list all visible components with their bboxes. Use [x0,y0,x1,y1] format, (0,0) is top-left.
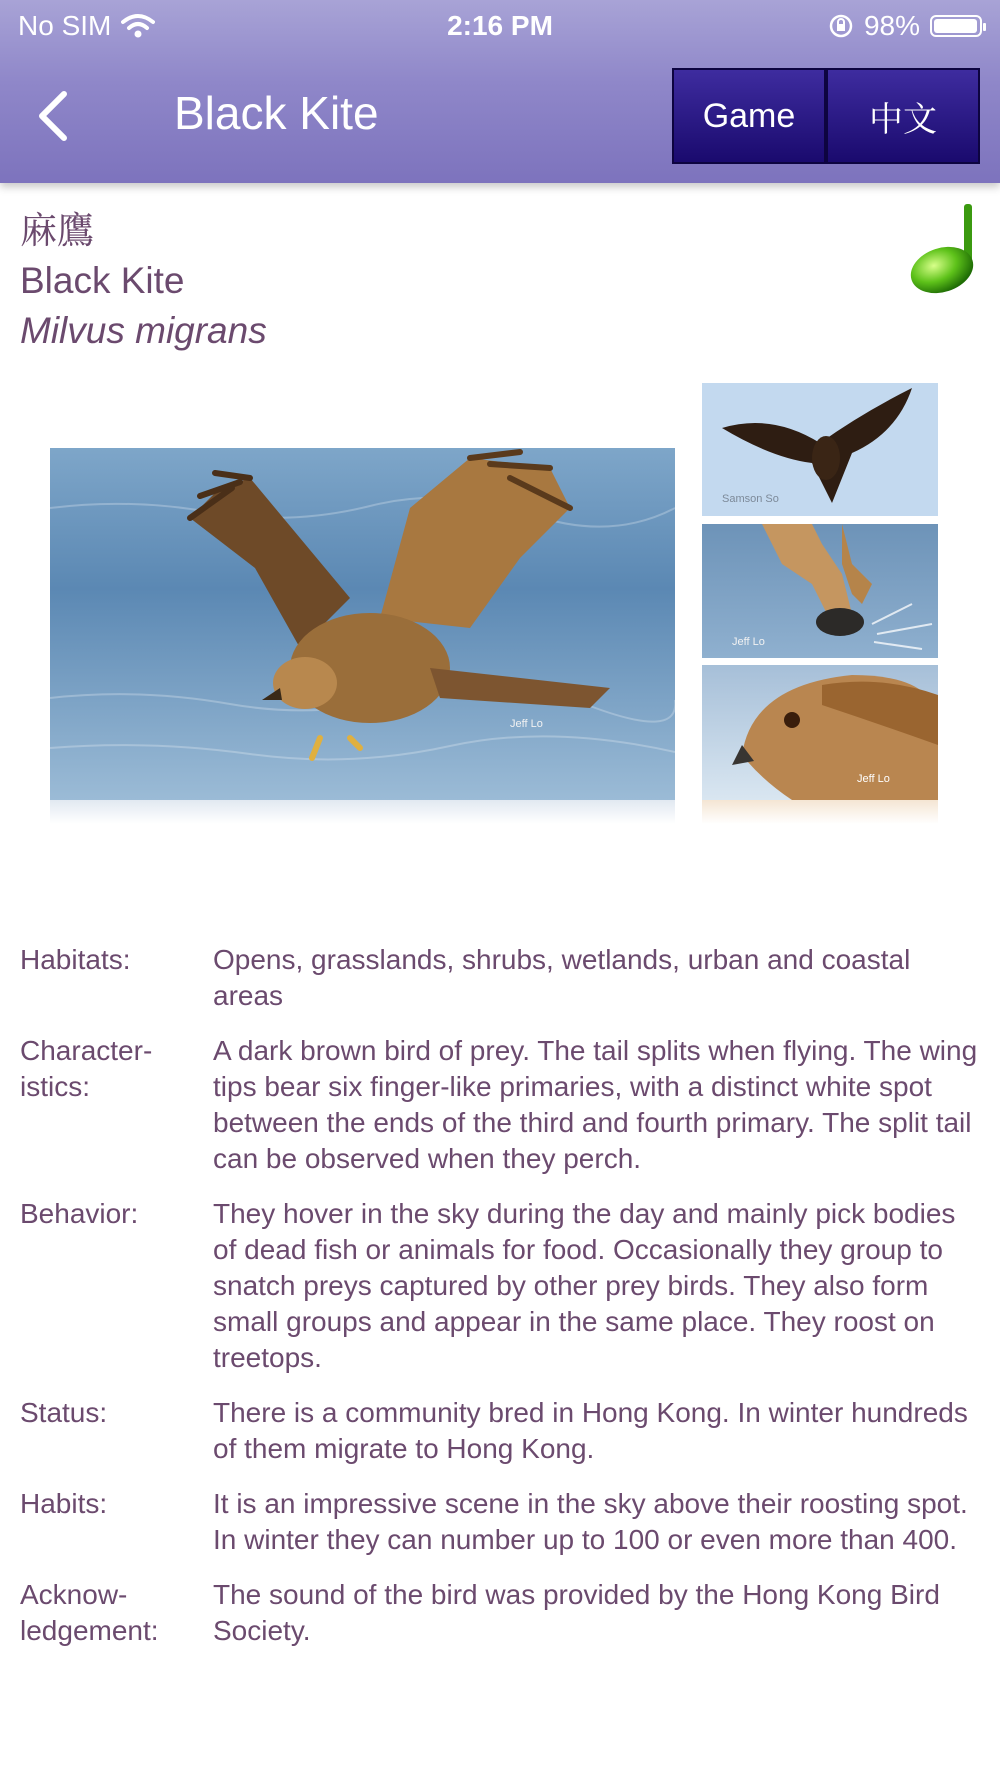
detail-value: Opens, grasslands, shrubs, wetlands, urban and coastal areas [213,944,911,1011]
detail-row-habitats [20,942,980,1014]
orientation-lock-icon [828,13,854,39]
game-button[interactable]: Game [672,68,826,164]
language-toggle-button[interactable]: 中文 [826,68,980,164]
detail-value: A dark brown bird of prey. The tail splits when flying. The wing tips bear six finger-like primaries, with a distinct white spot between the ends of the third and fourth primary. The split tail can be observed when they perch. [213,1035,978,1174]
detail-value: The sound of the bird was provided by the Hong Kong Bird Society. [213,1579,940,1646]
detail-label: Behavior: [20,1198,139,1229]
detail-row-characteristics [20,1033,980,1177]
thumbnail-flight-photo[interactable] [702,383,938,516]
thumbnail-reflection [702,800,938,824]
scientific-name: Milvus migrans [20,310,267,351]
detail-label: Character- istics: [20,1035,153,1102]
battery-icon [930,15,982,37]
detail-row-behavior [20,1196,980,1376]
species-details [20,942,980,1668]
detail-label: Acknow- ledgement: [20,1579,159,1646]
thumbnail-talons-photo[interactable] [702,524,938,658]
photo-reflection [50,800,675,824]
page-title: Black Kite [174,87,379,139]
main-bird-photo[interactable] [50,448,675,800]
music-note-icon[interactable] [906,202,986,294]
detail-row-acknowledgement [20,1577,980,1649]
species-names [20,206,267,356]
thumbnail-credit: Jeff Lo [732,636,765,648]
carrier-label: No SIM [18,10,112,41]
thumbnail-credit: Samson So [722,493,779,505]
back-chevron-icon[interactable] [30,88,78,144]
detail-value: It is an impressive scene in the sky above their roosting spot. In winter they can number up to 100 or even more than 400. [213,1488,968,1555]
detail-label: Habitats: [20,944,131,975]
detail-label: Habits: [20,1488,108,1519]
status-bar [0,0,1000,50]
battery-percent: 98% [863,10,920,41]
detail-row-status [20,1395,980,1467]
detail-value: They hover in the sky during the day and mainly pick bodies of dead fish or animals for food. Occasionally they group to snatch preys captured by other prey birds. They also form small groups and appear in the same place. They roost on treetops. [213,1198,956,1373]
detail-row-habits [20,1486,980,1558]
chinese-name: 麻鷹 [20,210,94,251]
thumbnail-head-photo[interactable] [702,665,938,800]
detail-label: Status: [20,1397,108,1428]
navigation-bar [0,0,1000,183]
thumbnail-credit: Jeff Lo [857,773,890,785]
detail-value: There is a community bred in Hong Kong. In winter hundreds of them migrate to Hong Kong. [213,1397,968,1464]
battery-fill [934,19,977,33]
status-right-group [828,10,982,42]
photo-credit: Jeff Lo [510,718,543,730]
english-name: Black Kite [20,260,185,301]
clock: 2:16 PM [447,10,553,41]
